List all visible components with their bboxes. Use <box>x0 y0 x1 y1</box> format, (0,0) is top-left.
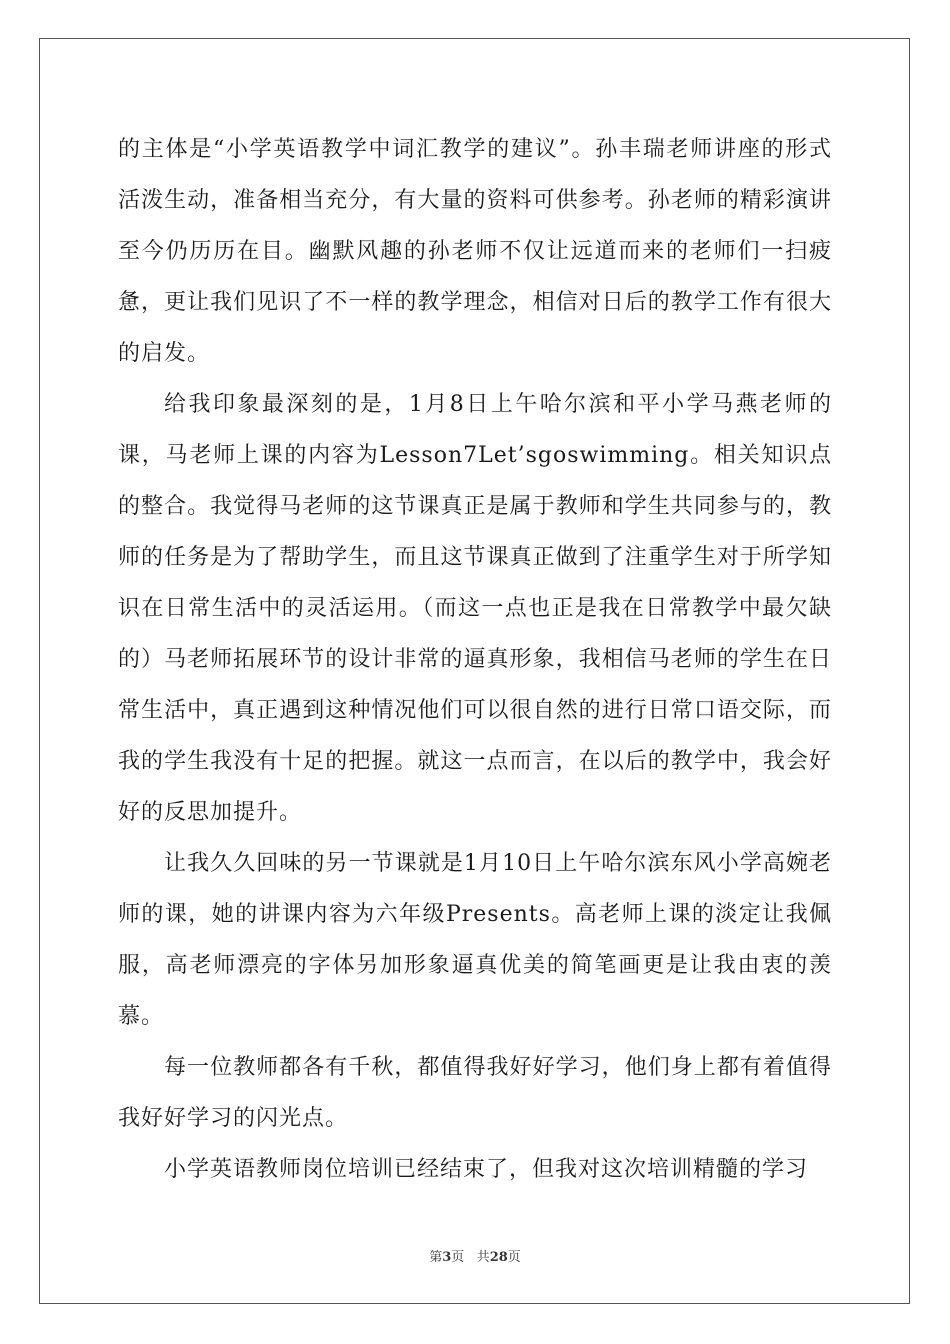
total-suffix: 页 <box>507 1250 521 1265</box>
paragraph: 给我印象最深刻的是，1月8日上午哈尔滨和平小学马燕老师的课，马老师上课的内容为Lesson7Let’sgoswimming。相关知识点的整合。我觉得马老师的这节课真正是属于教师和学生共同参与的，教师的任务是为了帮助学生，而且这节课真正做到了注重学生对于所学知识在日常生活中的灵活运用。（而这一点也正是我在日常教学中最欠缺的）马老师拓展环节的设计非常的逼真形象，我相信马老师的学生在日常生活中，真正遇到这种情况他们可以很自然的进行日常口语交际，而我的学生我没有十足的把握。就这一点而言，在以后的教学中，我会好好的反思加提升。 <box>118 392 832 825</box>
document-body <box>118 124 832 1195</box>
paragraph: 让我久久回味的另一节课就是1月10日上午哈尔滨东风小学高婉老师的课，她的讲课内容为六年级Presents。高老师上课的淡定让我佩服，高老师漂亮的字体另加形象逼真优美的简笔画更是让我由衷的羡慕。 <box>118 851 832 1029</box>
paragraph-continuation: 的主体是“小学英语教学中词汇教学的建议”。孙丰瑞老师讲座的形式活泼生动，准备相当充分，有大量的资料可供参考。孙老师的精彩演讲至今仍历历在目。幽默风趣的孙老师不仅让远道而来的老师们一扫疲惫，更让我们见识了不一样的教学理念，相信对日后的教学工作有很大的启发。 <box>118 137 832 366</box>
page-number: 3 <box>442 1250 452 1265</box>
page-suffix: 页 <box>451 1250 465 1265</box>
page-prefix: 第 <box>429 1250 443 1265</box>
total-pages: 28 <box>489 1250 508 1265</box>
total-prefix: 共 <box>476 1250 490 1265</box>
page-footer <box>0 1246 950 1265</box>
paragraph: 小学英语教师岗位培训已经结束了，但我对这次培训精髓的学习 <box>164 1157 809 1182</box>
paragraph: 每一位教师都各有千秋，都值得我好好学习，他们身上都有着值得我好好学习的闪光点。 <box>118 1055 832 1131</box>
